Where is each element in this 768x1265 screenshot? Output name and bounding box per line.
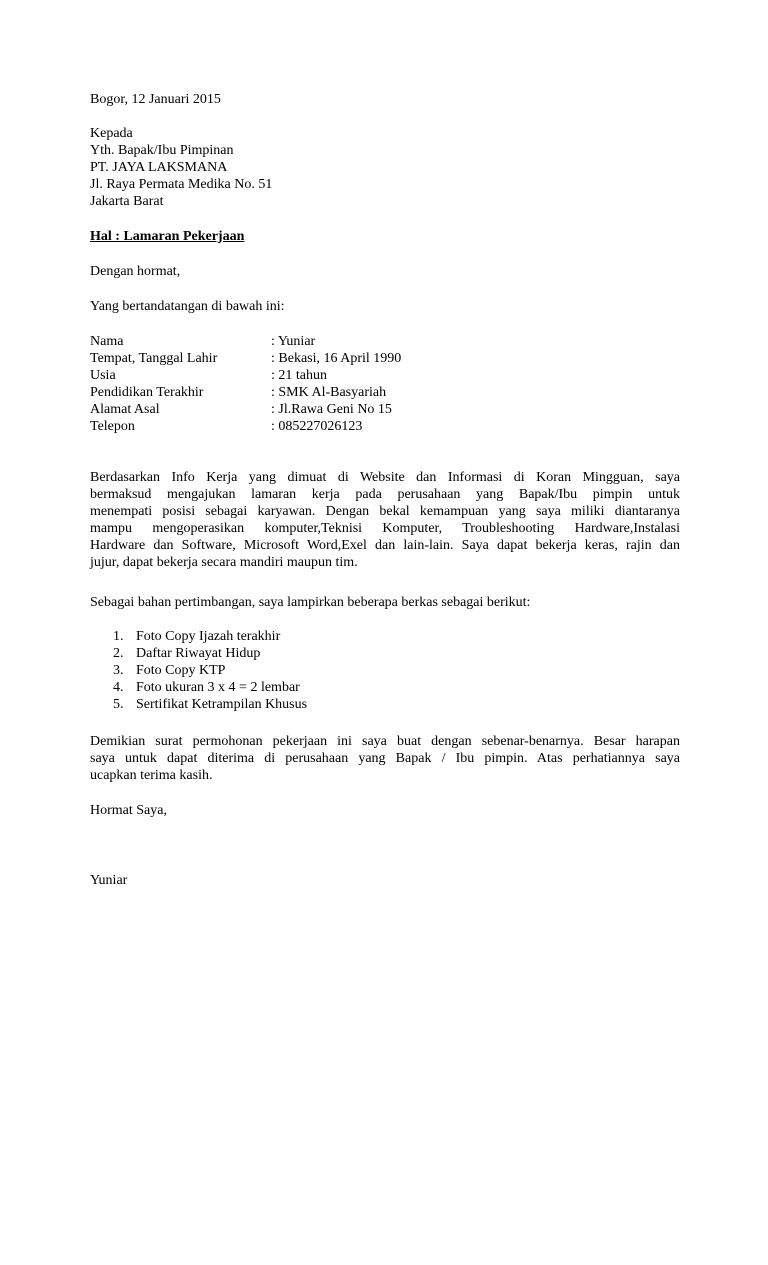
identity-value: : Jl.Rawa Geni No 15	[271, 402, 392, 417]
list-item	[90, 696, 680, 713]
closing-paragraph: Demikian surat permohonan pekerjaan ini saya buat dengan sebenar-benarnya. Besar harapan saya untuk dapat diterima di perusahaan yang Bapak / Ibu pimpin. Atas perhatiannya saya ucapkan terima kasih.	[90, 734, 680, 783]
identity-label: Nama	[90, 334, 124, 349]
identity-row	[90, 401, 680, 418]
recipient-line: Jakarta Barat	[90, 194, 164, 209]
body-paragraph: Berdasarkan Info Kerja yang dimuat di Website dan Informasi di Koran Mingguan, saya bermaksud mengajukan lamaran kerja pada perusahaan yang Bapak/Ibu pimpin untuk menempati posisi sebagai karyawan. Dengan bekal kemampuan yang saya miliki diantaranya mampu mengoperasikan komputer,Teknisi Komputer, Troubleshooting Hardware,Instalasi Hardware dan Software, Microsoft Word,Exel dan lain-lain. Saya dapat bekerja keras, rajin dan jujur, dapat bekerja secara mandiri maupun tim.	[90, 470, 680, 570]
identity-row	[90, 333, 680, 350]
list-item-number: 4.	[113, 680, 124, 695]
identity-value: : 085227026123	[271, 419, 363, 434]
attachments-list	[90, 628, 680, 713]
list-item-number: 5.	[113, 697, 124, 712]
list-item-text: Foto Copy Ijazah terakhir	[136, 629, 281, 644]
identity-row	[90, 418, 680, 435]
list-item	[90, 645, 680, 662]
identity-row	[90, 384, 680, 401]
identity-label: Telepon	[90, 419, 135, 434]
recipient-block	[90, 125, 680, 210]
identity-label: Pendidikan Terakhir	[90, 385, 204, 400]
subject-line: Hal : Lamaran Pekerjaan	[90, 229, 245, 244]
list-item-text: Foto Copy KTP	[136, 663, 226, 678]
list-item-text: Foto ukuran 3 x 4 = 2 lembar	[136, 680, 300, 695]
recipient-line: Kepada	[90, 126, 133, 141]
identity-value: : SMK Al-Basyariah	[271, 385, 387, 400]
recipient-line: PT. JAYA LAKSMANA	[90, 160, 228, 175]
identity-label: Alamat Asal	[90, 402, 160, 417]
identity-label: Usia	[90, 368, 116, 383]
list-item	[90, 628, 680, 645]
identity-value: : 21 tahun	[271, 368, 327, 383]
list-item-number: 3.	[113, 663, 124, 678]
recipient-line: Jl. Raya Permata Medika No. 51	[90, 177, 273, 192]
identity-value: : Bekasi, 16 April 1990	[271, 351, 402, 366]
place-date: Bogor, 12 Januari 2015	[90, 92, 221, 107]
signature-name: Yuniar	[90, 873, 128, 888]
list-item-number: 1.	[113, 629, 124, 644]
list-item	[90, 662, 680, 679]
attachments-intro: Sebagai bahan pertimbangan, saya lampirkan beberapa berkas sebagai berikut:	[90, 595, 531, 610]
list-item-number: 2.	[113, 646, 124, 661]
list-item-text: Sertifikat Ketrampilan Khusus	[136, 697, 308, 712]
intro-text: Yang bertandatangan di bawah ini:	[90, 299, 285, 314]
list-item	[90, 679, 680, 696]
recipient-line: Yth. Bapak/Ibu Pimpinan	[90, 143, 234, 158]
greeting: Dengan hormat,	[90, 264, 181, 279]
identity-value: : Yuniar	[271, 334, 316, 349]
identity-label: Tempat, Tanggal Lahir	[90, 351, 218, 366]
identity-table	[90, 333, 680, 435]
identity-row	[90, 350, 680, 367]
identity-row	[90, 367, 680, 384]
list-item-text: Daftar Riwayat Hidup	[136, 646, 261, 661]
sign-off: Hormat Saya,	[90, 803, 167, 818]
